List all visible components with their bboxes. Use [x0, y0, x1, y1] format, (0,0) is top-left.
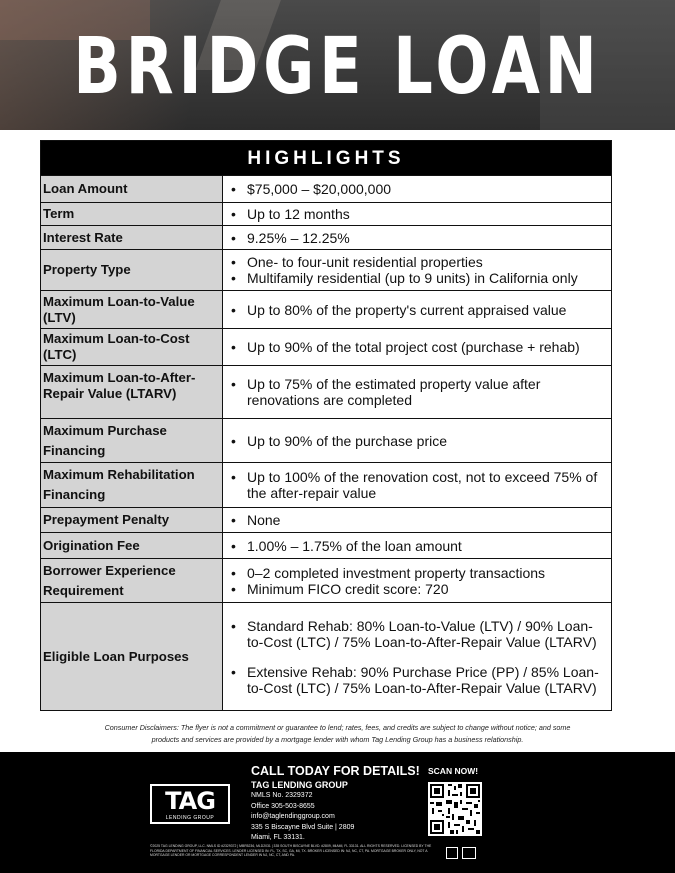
table-row: [41, 290, 611, 328]
bullet-icon: •: [231, 564, 236, 581]
bullet-item: • 1.00% – 1.75% of the loan amount: [231, 537, 462, 554]
table-row: [41, 532, 611, 558]
email-link[interactable]: info@taglendinggroup.com: [251, 813, 335, 820]
row-value: [223, 463, 611, 507]
table-row: [41, 202, 611, 225]
row-value: [223, 603, 611, 710]
row-value: [223, 250, 611, 290]
row-value: [223, 226, 611, 249]
qr-code-icon[interactable]: [428, 782, 482, 836]
bullet-icon: •: [231, 432, 236, 449]
row-label: Loan Amount: [41, 176, 223, 202]
consumer-disclaimer: Consumer Disclaimers: The flyer is not a commitment or guarantee to lend; rates, fees, and credits are subject to change without notice; and some products and services are provided by a mortgage lender with whom Tag Lending Group has a business relationship.: [104, 723, 571, 744]
office-phone: Office 305-503-8655: [251, 802, 315, 810]
row-value: [223, 508, 611, 532]
table-row: [41, 365, 611, 418]
row-value: [223, 176, 611, 202]
bullet-item: • Standard Rehab: 80% Loan-to-Value (LTV) / 90% Loan-to-Cost (LTC) / 75% Loan-to-After-Repair Value (LTARV): [231, 617, 597, 650]
footer: [0, 752, 675, 873]
row-label: Maximum Rehabilitation Financing: [41, 463, 223, 507]
bullet-icon: •: [231, 512, 236, 528]
row-label: Borrower Experience Requirement: [41, 559, 223, 602]
bullet-icon: •: [231, 617, 236, 634]
bullet-item: • Up to 100% of the renovation cost, not to exceed 75% of the after-repair value: [231, 469, 598, 501]
bullet-icon: •: [231, 663, 236, 680]
bullet-item: • Extensive Rehab: 90% Purchase Price (PP) / 85% Loan-to-Cost (LTC) / 75% Loan-to-After-Repair Value (LTARV): [231, 663, 599, 696]
table-row: [41, 602, 611, 710]
bullet-icon: •: [231, 301, 236, 318]
bullet-item: • $75,000 – $20,000,000: [231, 181, 392, 197]
bullet-icon: •: [231, 270, 236, 286]
equal-housing-icon: [446, 847, 458, 859]
row-label: Term: [41, 203, 223, 225]
scan-label: SCAN NOW!: [428, 766, 479, 776]
row-label: Maximum Purchase Financing: [41, 419, 223, 462]
row-value: [223, 329, 611, 365]
row-value: [223, 419, 611, 462]
company-logo: [150, 784, 230, 824]
row-value: [223, 559, 611, 602]
table-row: [41, 507, 611, 532]
contact-info: [251, 791, 354, 844]
address-line-1: 335 S Biscayne Blvd Suite | 2809: [251, 823, 355, 831]
bullet-icon: •: [231, 537, 236, 554]
legal-fine-print: ©2025 TAG LENDING GROUP, LLC. NMLS ID #2329372 | MBR5236, MLD2031 | 335 SOUTH BISCAYNE BLVD. #2809, MIAMI, FL 33131. ALL RIGHTS RESERVED. LICENSED BY THE FLORIDA DEPARTMENT OF FINANCIAL SERVICES. LENDER LICENSED IN: FL, TX, SC, GA, MI, TX. BROKER LICENSED IN: NJ, NC, CT, PA. MORTGAGE BROKER ONLY, NOT A MORTGAGE LENDER OR MORTGAGE CORRESPONDENT LENDER IN NJ, NC, CT, AND PA.: [150, 844, 432, 857]
row-label: Interest Rate: [41, 226, 223, 249]
row-label: Origination Fee: [41, 533, 223, 558]
row-label: Eligible Loan Purposes: [41, 603, 223, 710]
table-row: [41, 175, 611, 202]
row-value: [223, 203, 611, 225]
table-row: [41, 225, 611, 249]
bullet-item: • One- to four-unit residential properties: [231, 254, 483, 270]
row-label: Property Type: [41, 250, 223, 290]
nmls-number: NMLS No. 2329372: [251, 792, 313, 799]
logo-text: TAG: [165, 787, 215, 815]
bullet-item: • None: [231, 512, 281, 528]
bullet-icon: •: [231, 181, 236, 197]
table-row: [41, 418, 611, 462]
table-row: [41, 328, 611, 365]
bullet-spacer: [231, 650, 607, 664]
row-label: Maximum Loan-to-Value (LTV): [41, 291, 223, 328]
logo-subtext: LENDING GROUP: [165, 815, 215, 821]
bullet-icon: •: [231, 229, 236, 246]
bullet-icon: •: [231, 206, 236, 222]
bullet-icon: •: [231, 254, 236, 270]
row-value: [223, 291, 611, 328]
bullet-item: • Up to 80% of the property's current appraised value: [231, 301, 567, 318]
row-label: Maximum Loan-to-Cost (LTC): [41, 329, 223, 365]
bullet-item: • 9.25% – 12.25%: [231, 229, 350, 246]
row-value: [223, 533, 611, 558]
bullet-item: • Multifamily residential (up to 9 units) in California only: [231, 270, 578, 286]
equal-housing-lender-icon: [462, 847, 476, 859]
hero-banner: [0, 0, 675, 130]
bullet-item: • Up to 90% of the purchase price: [231, 432, 448, 449]
bullet-item: • Minimum FICO credit score: 720: [231, 580, 449, 597]
bullet-item: • Up to 75% of the estimated property value after renovations are completed: [231, 376, 541, 408]
bullet-item: • Up to 12 months: [231, 206, 350, 222]
call-to-action: CALL TODAY FOR DETAILS!: [251, 764, 420, 778]
address-line-2: Miami, FL 33131.: [251, 834, 305, 841]
company-name: TAG LENDING GROUP: [251, 780, 348, 790]
page-title: BRIDGE LOAN: [73, 22, 602, 112]
row-label: Prepayment Penalty: [41, 508, 223, 532]
bullet-icon: •: [231, 339, 236, 355]
table-row: [41, 558, 611, 602]
row-label: Maximum Loan-to-After-Repair Value (LTARV): [41, 366, 223, 418]
bullet-icon: •: [231, 580, 236, 597]
table-row: [41, 249, 611, 290]
row-value: [223, 366, 611, 418]
bullet-icon: •: [231, 376, 236, 392]
bullet-icon: •: [231, 469, 236, 485]
bullet-item: • Up to 90% of the total project cost (purchase + rehab): [231, 339, 580, 355]
table-heading: HIGHLIGHTS: [41, 141, 611, 175]
bullet-item: • 0–2 completed investment property transactions: [231, 564, 546, 581]
highlights-table: [40, 140, 612, 711]
table-row: [41, 462, 611, 507]
